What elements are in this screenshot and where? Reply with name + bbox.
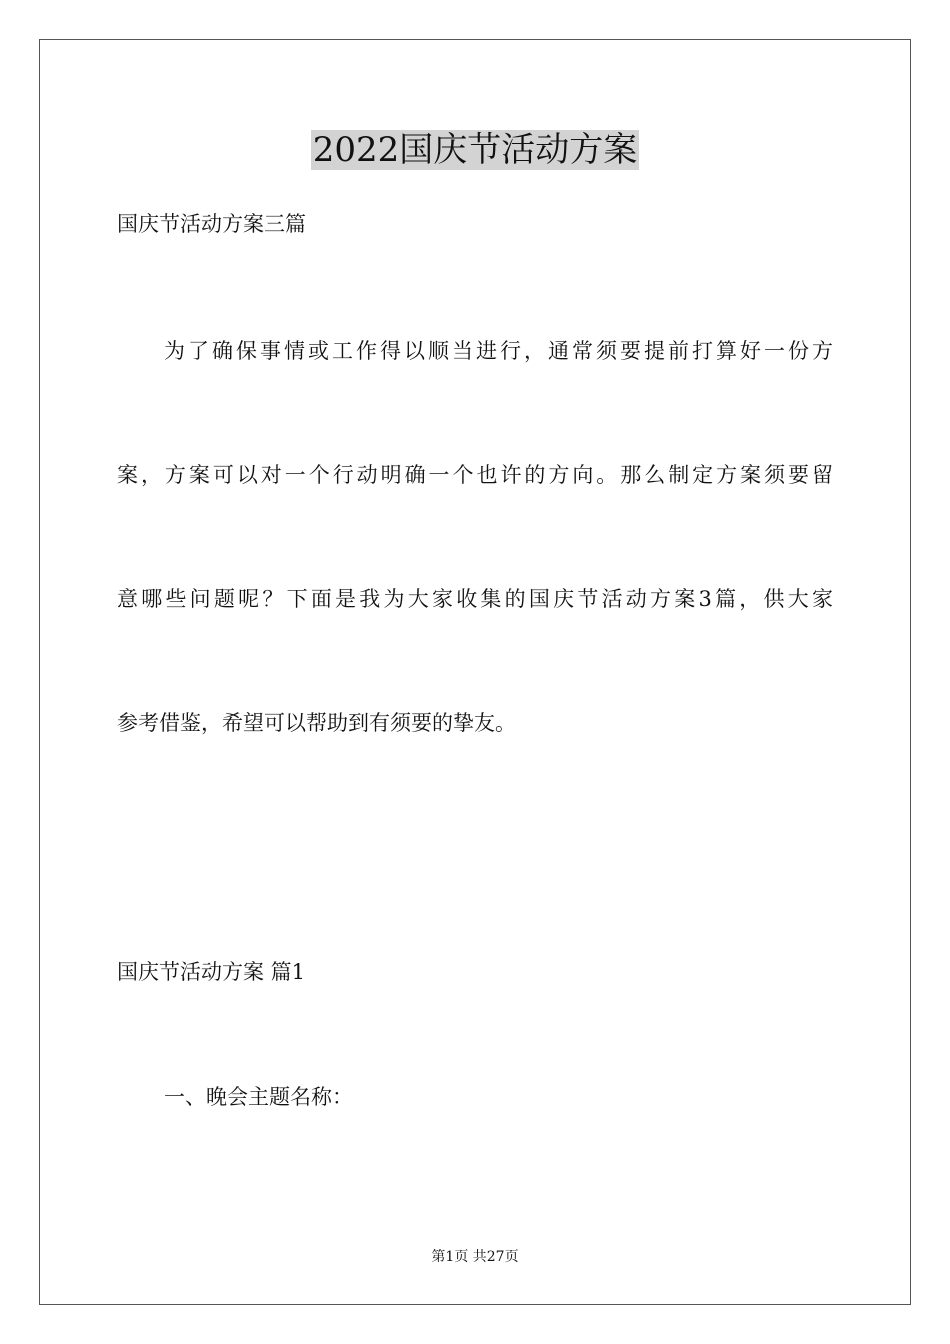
document-subtitle: 国庆节活动方案三篇 [117, 212, 306, 236]
intro-line-2: 案，方案可以对一个行动明确一个也许的方向。那么制定方案须要留 [117, 463, 833, 487]
section-heading: 国庆节活动方案 篇1 [117, 960, 306, 984]
intro-line-3: 意哪些问题呢？下面是我为大家收集的国庆节活动方案3篇，供大家 [117, 587, 833, 611]
intro-line-4: 参考借鉴，希望可以帮助到有须要的挚友。 [117, 711, 516, 735]
page-footer: 第1页 共27页 [431, 1249, 519, 1265]
document-title [0, 128, 950, 172]
document-title-text: 2022国庆节活动方案 [312, 130, 638, 170]
item-heading: 一、晚会主题名称： [164, 1085, 353, 1109]
intro-line-1: 为了确保事情或工作得以顺当进行，通常须要提前打算好一份方 [164, 339, 833, 363]
